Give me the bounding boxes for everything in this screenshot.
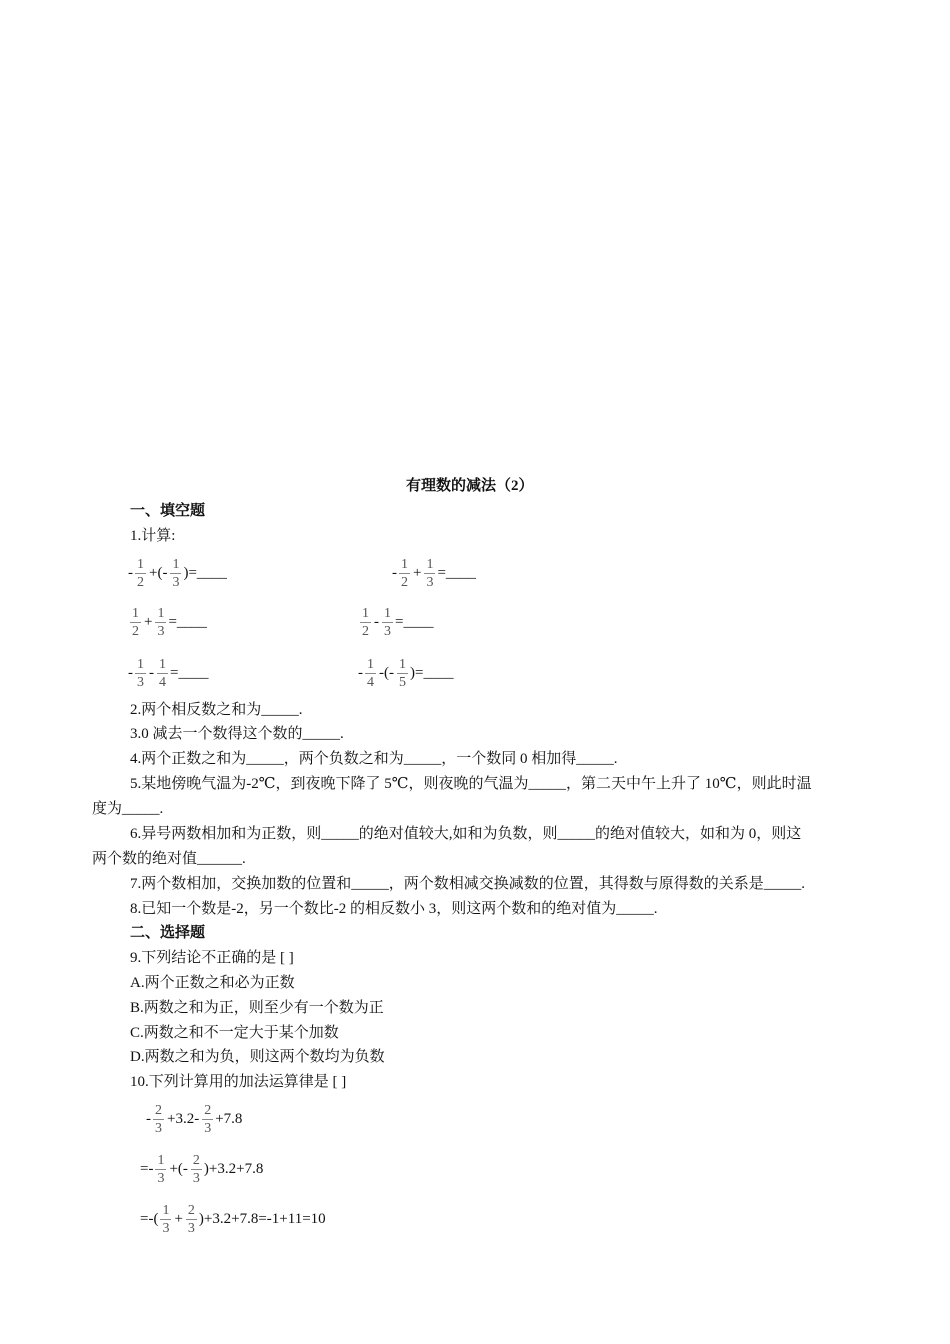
fraction: $\frac{1}{5}$ (399, 656, 406, 690)
fraction: $\frac{1}{2}$ (401, 556, 408, 590)
question-5-line-1: 5.某地傍晚气温为-2℃，到夜晚下降了 5℃，则夜晚的气温为_____，第二天中午上升了 10℃，则此时温 (130, 776, 812, 792)
fraction: $\frac{1}{3}$ (426, 556, 434, 590)
question-1-prompt: 1.计算: (130, 528, 176, 544)
question-6-line-1: 6.异号两数相加和为正数，则_____的绝对值较大,如和为负数，则_____的绝对值较大，如和为 0，则这 (130, 826, 802, 842)
question-9-option-a: A.两个正数之和必为正数 (130, 975, 295, 991)
fraction: $\frac{1}{3}$ (172, 556, 180, 590)
fraction: $\frac{1}{3}$ (162, 1202, 170, 1236)
section-heading-multiple-choice: 二、选择题 (130, 925, 206, 941)
question-9-option-b: B.两数之和为正，则至少有一个数为正 (130, 1000, 384, 1016)
question-9-option-d: D.两数之和为负，则这两个数均为负数 (130, 1049, 385, 1065)
fraction: $\frac{1}{3}$ (384, 605, 391, 639)
q1-expression-5: - $\frac{1}{3}$ - $\frac{1}{4}$ =____ (128, 656, 209, 690)
question-8: 8.已知一个数是-2，另一个数比-2 的相反数小 3，则这两个数和的绝对值为_____. (130, 901, 658, 917)
q1-expression-6: - $\frac{1}{4}$ -(- $\frac{1}{5}$ )=____ (358, 656, 454, 690)
fraction: $\frac{1}{2}$ (362, 605, 369, 639)
q10-step-1: - $\frac{2}{3}$ +3.2- $\frac{2}{3}$ +7.8 (146, 1102, 243, 1136)
question-5-line-2: 度为_____. (92, 801, 164, 817)
fraction: $\frac{1}{3}$ (157, 1152, 165, 1186)
page-title: 有理数的减法（2） (406, 478, 534, 494)
fraction: $\frac{1}{3}$ (137, 656, 144, 690)
question-9-prompt: 9.下列结论不正确的是 [ ] (130, 950, 294, 966)
q10-step-2: =- $\frac{1}{3}$ +(- $\frac{2}{3}$ )+3.2+7.8 (140, 1152, 264, 1186)
question-4: 4.两个正数之和为_____，两个负数之和为_____，一个数同 0 相加得_____. (130, 751, 618, 767)
q1-expression-4: $\frac{1}{2}$ - $\frac{1}{3}$ =____ (362, 605, 434, 639)
fraction: $\frac{1}{4}$ (367, 656, 374, 690)
q10-step-3: =-( $\frac{1}{3}$ + $\frac{2}{3}$ )+3.2+7.8=-1+11=10 (140, 1202, 326, 1236)
fraction: $\frac{2}{3}$ (204, 1102, 212, 1136)
section-heading-fill-blank: 一、填空题 (130, 503, 206, 519)
fraction: $\frac{2}{3}$ (192, 1152, 200, 1186)
fraction: $\frac{1}{4}$ (159, 656, 166, 690)
q1-expression-1: - $\frac{1}{2}$ +(- $\frac{1}{3}$ )=____ (128, 556, 227, 590)
fraction: $\frac{2}{3}$ (187, 1202, 195, 1236)
fraction: $\frac{1}{3}$ (157, 605, 165, 639)
fraction: $\frac{2}{3}$ (155, 1102, 162, 1136)
question-3: 3.0 减去一个数得这个数的_____. (130, 726, 344, 742)
question-9-option-c: C.两数之和不一定大于某个加数 (130, 1025, 339, 1041)
q1-expression-2: - $\frac{1}{2}$ + $\frac{1}{3}$ =____ (392, 556, 476, 590)
question-6-line-2: 两个数的绝对值______. (92, 851, 246, 867)
q1-expression-3: $\frac{1}{2}$ + $\frac{1}{3}$ =____ (132, 605, 207, 639)
fraction: $\frac{1}{2}$ (132, 605, 139, 639)
question-7: 7.两个数相加，交换加数的位置和_____，两个数相减交换减数的位置，其得数与原得数的关系是_____. (130, 876, 806, 892)
fraction: $\frac{1}{2}$ (137, 556, 144, 590)
question-2: 2.两个相反数之和为_____. (130, 702, 303, 718)
question-10-prompt: 10.下列计算用的加法运算律是 [ ] (130, 1074, 347, 1090)
